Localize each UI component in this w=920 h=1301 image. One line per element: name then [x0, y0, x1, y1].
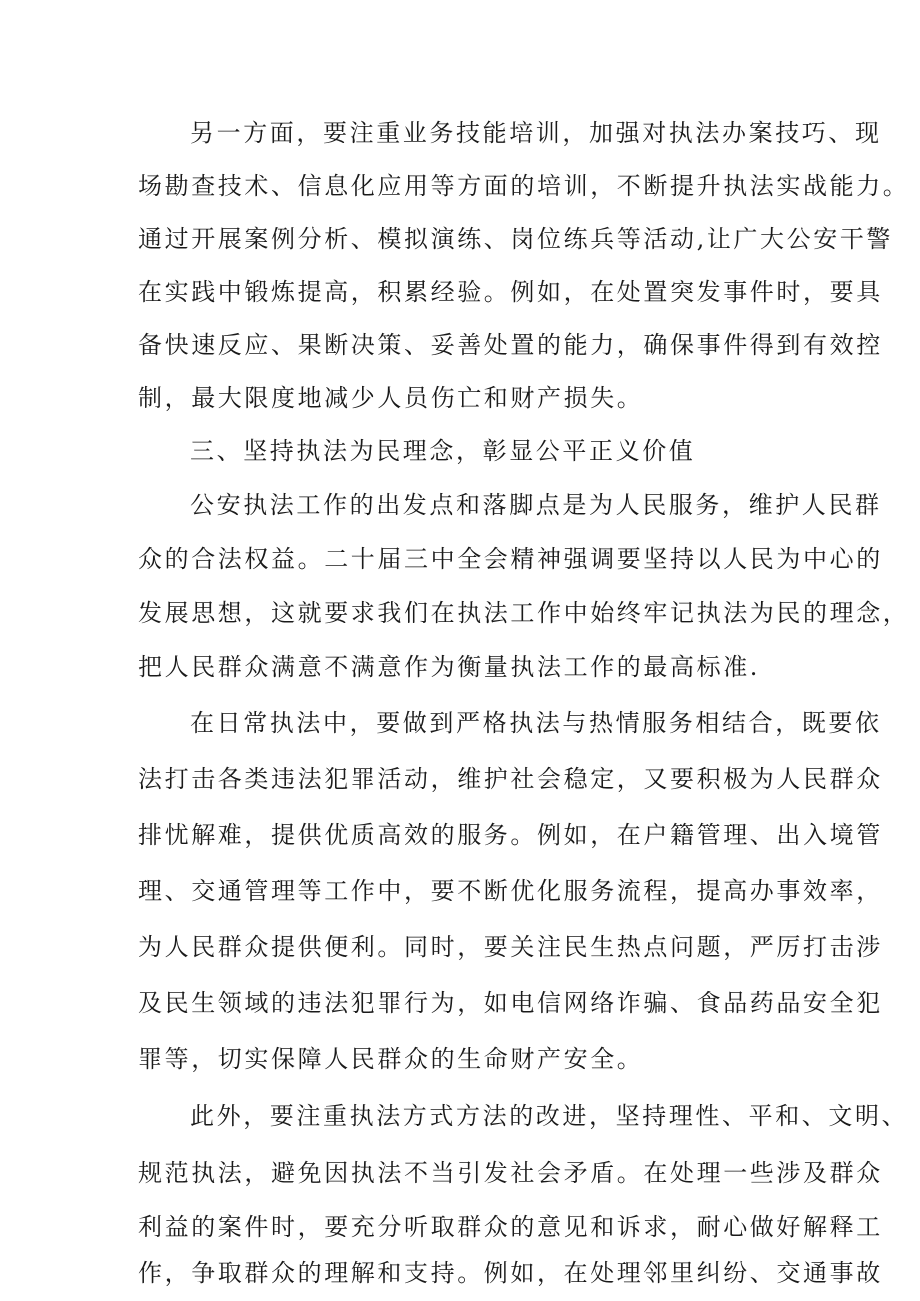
- text-line: 规范执法，避免因执法不当引发社会矛盾。在处理一些涉及群众: [138, 1159, 883, 1187]
- text-line: 公安执法工作的出发点和落脚点是为人民服务，维护人民群: [190, 491, 882, 519]
- text-line: 场勘查技术、信息化应用等方面的培训，不断提升执法实战能力。: [138, 172, 910, 200]
- text-line: 在日常执法中，要做到严格执法与热情服务相结合，既要依: [190, 709, 882, 737]
- text-line: 此外，要注重执法方式方法的改进，坚持理性、平和、文明、: [190, 1102, 909, 1130]
- text-line: 备快速反应、果断决策、妥善处置的能力，确保事件得到有效控: [138, 331, 883, 359]
- text-line: 排忧解难，提供优质高效的服务。例如，在户籍管理、出入境管: [138, 821, 883, 849]
- section-heading: 三、坚持执法为民理念，彰显公平正义价值: [190, 437, 696, 465]
- text-line: 把人民群众满意不满意作为衡量执法工作的最高标准.: [138, 653, 761, 681]
- text-line: 为人民群众提供便利。同时，要关注民生热点问题，严厉打击涉: [138, 933, 883, 961]
- text-line: 发展思想，这就要求我们在执法工作中始终牢记执法为民的理念，: [138, 599, 910, 627]
- text-line: 罪等，切实保障人民群众的生命财产安全。: [138, 1045, 644, 1073]
- text-line: 理、交通管理等工作中，要不断优化服务流程，提高办事效率，: [138, 877, 883, 905]
- text-line: 法打击各类违法犯罪活动，维护社会稳定，又要积极为人民群众: [138, 765, 883, 793]
- text-line: 众的合法权益。二十届三中全会精神强调要坚持以人民为中心的: [138, 545, 883, 573]
- text-line: 利益的案件时，要充分听取群众的意见和诉求，耐心做好解释工: [138, 1213, 883, 1241]
- text-line: 及民生领域的违法犯罪行为，如电信网络诈骗、食品药品安全犯: [138, 989, 883, 1017]
- text-line: 作，争取群众的理解和支持。例如，在处理邻里纠纷、交通事故: [138, 1259, 883, 1287]
- text-line: 另一方面，要注重业务技能培训，加强对执法办案技巧、现: [190, 119, 882, 147]
- text-line: 在实践中锻炼提高，积累经验。例如，在处置突发事件时，要具: [138, 278, 883, 306]
- text-line: 制，最大限度地减少人员伤亡和财产损失。: [138, 384, 644, 412]
- text-line: 通过开展案例分析、模拟演练、岗位练兵等活动,让广大公安干警: [138, 225, 894, 253]
